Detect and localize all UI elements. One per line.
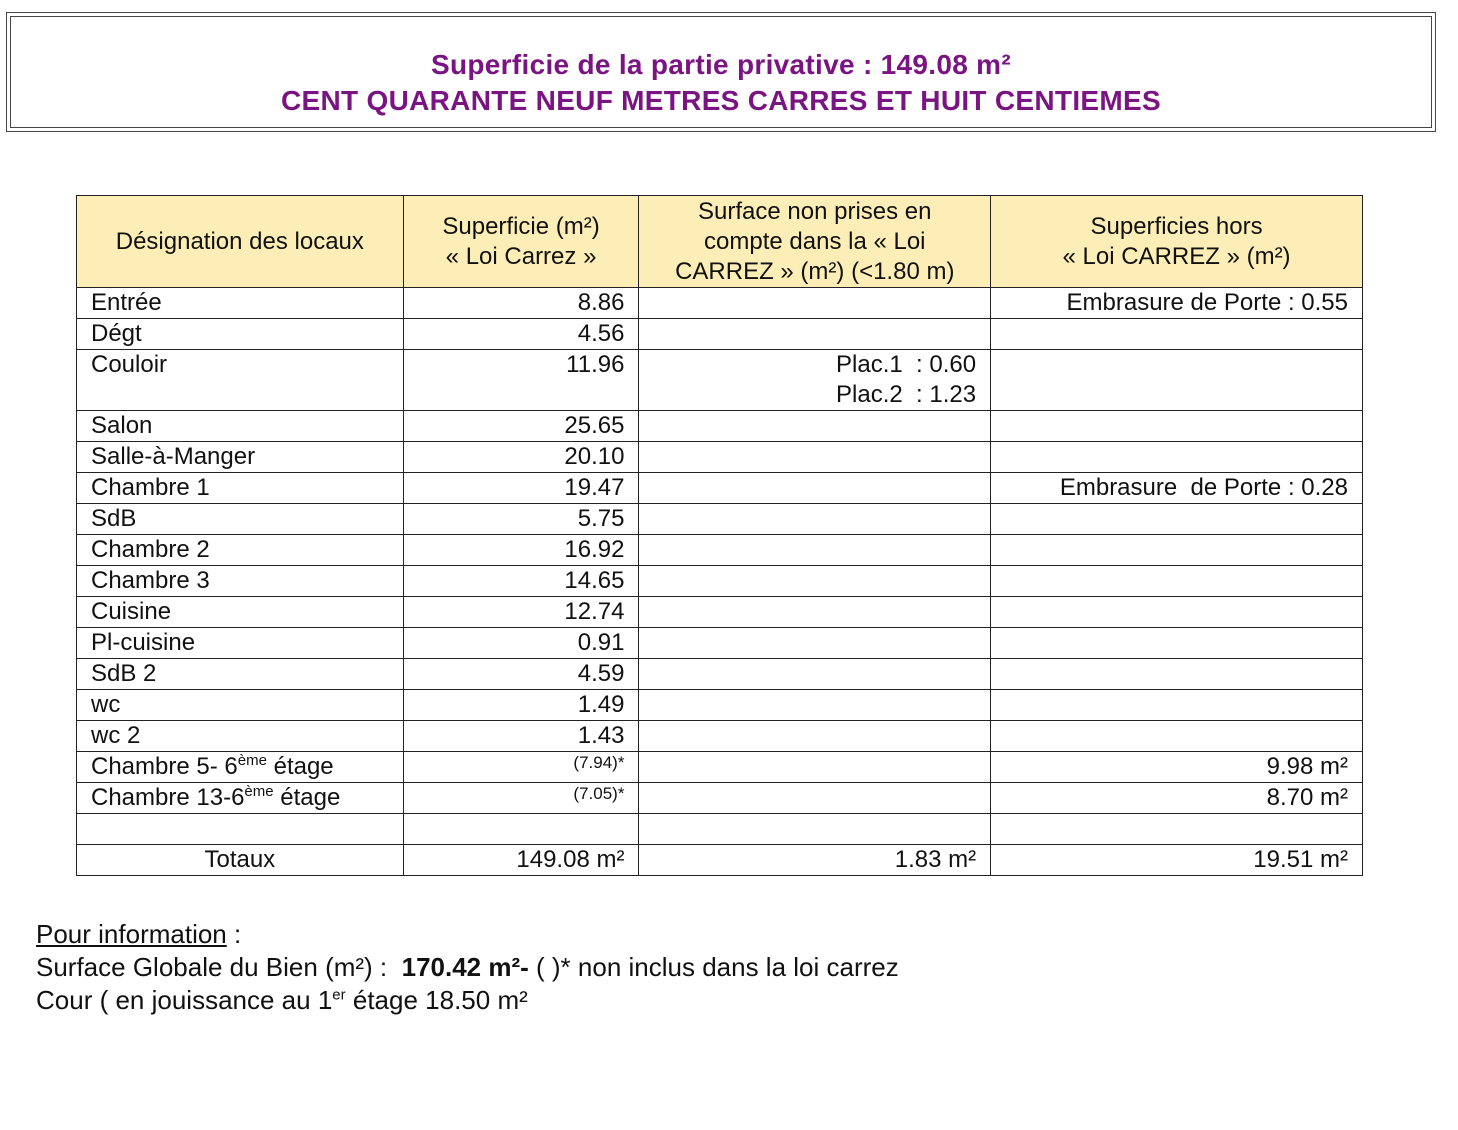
table-row: Chambre 13-6ème étage $^{(7.05)*}$ 8.70 m² [77, 783, 1363, 814]
table-row: wc 2 1.43 [77, 721, 1363, 752]
header-hors-carrez: Superficies hors « Loi CARREZ » (m²) [991, 196, 1363, 288]
table-row: SdB 5.75 [77, 504, 1363, 535]
table-row: Chambre 5- 6ème étage $^{(7.94)*}$ 9.98 m² [77, 752, 1363, 783]
global-surface-line: Surface Globale du Bien (m²) : 170.42 m²- ( )* non inclus dans la loi carrez [36, 952, 899, 982]
private-area-title: Superficie de la partie privative : 149.08 m² [431, 49, 1011, 80]
table-header-row [77, 196, 1363, 288]
table-row: Salon 25.65 [77, 411, 1363, 442]
table-row: Salle-à-Manger 20.10 [77, 442, 1363, 473]
table-row: SdB 2 4.59 [77, 659, 1363, 690]
room-name-chambre-5: Chambre 5- 6ème étage [77, 752, 404, 783]
table-row-empty [77, 814, 1363, 845]
totals-row: Totaux 149.08 m² 1.83 m² 19.51 m² [77, 845, 1363, 876]
header-designation: Désignation des locaux [77, 196, 404, 288]
table-row: Entrée 8.86 Embrasure de Porte : 0.55 [77, 288, 1363, 319]
info-heading: Pour information : [36, 919, 242, 949]
table-row: wc 1.49 [77, 690, 1363, 721]
header-carrez: Superficie (m²) « Loi Carrez » [403, 196, 639, 288]
room-name-chambre-13: Chambre 13-6ème étage [77, 783, 404, 814]
table-row: Chambre 1 19.47 Embrasure de Porte : 0.28 [77, 473, 1363, 504]
courtyard-line: Cour ( en jouissance au 1er étage 18.50 m² [36, 985, 528, 1015]
information-block [36, 918, 899, 1017]
header-non-prises: Surface non prises en compte dans la « Loi CARREZ » (m²) (<1.80 m) [639, 196, 991, 288]
placards-cell: Plac.1 : 0.60 Plac.2 : 1.23 [639, 350, 991, 411]
table-row: Chambre 2 16.92 [77, 535, 1363, 566]
table-row: Pl-cuisine 0.91 [77, 628, 1363, 659]
table-row: Dégt 4.56 [77, 319, 1363, 350]
summary-banner-inner-border [10, 16, 1432, 128]
table-row: Couloir 11.96 Plac.1 : 0.60 Plac.2 : 1.23 [77, 350, 1363, 411]
table-row: Cuisine 12.74 [77, 597, 1363, 628]
private-area-in-words: CENT QUARANTE NEUF METRES CARRES ET HUIT CENTIEMES [281, 85, 1161, 116]
surface-table [76, 195, 1363, 876]
summary-banner [6, 12, 1436, 132]
table-row: Chambre 3 14.65 [77, 566, 1363, 597]
